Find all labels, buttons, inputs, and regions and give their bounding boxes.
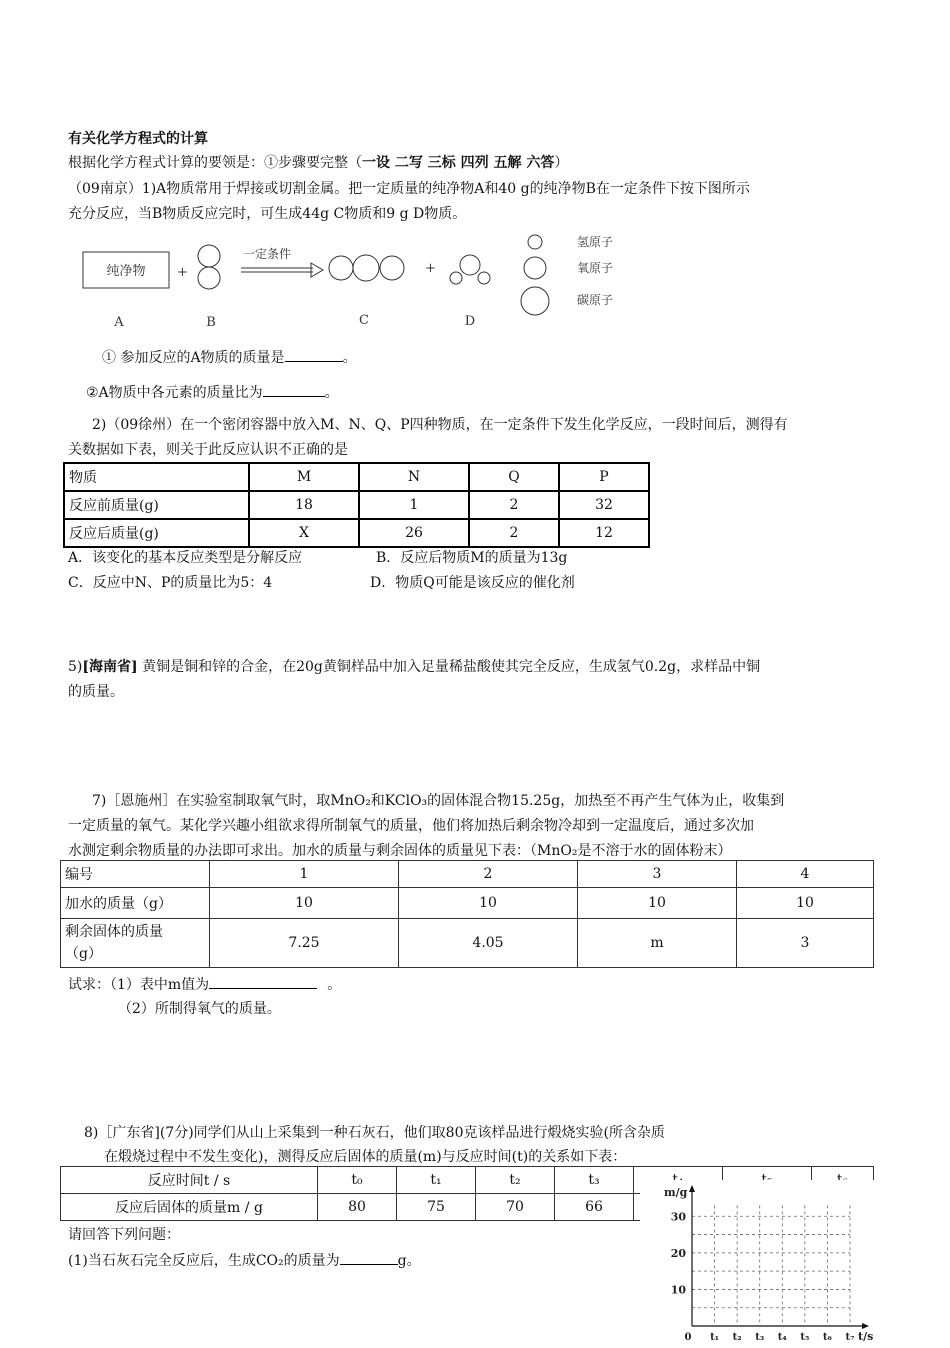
row-label-line2: （g） <box>65 946 102 962</box>
q8-line2: 在煅烧过程中不发生变化)，测得反应后固体的质量(m)与反应时间(t)的关系如下表： <box>104 1149 627 1165</box>
answer-blank[interactable] <box>209 973 317 989</box>
table-cell: M <box>249 463 359 491</box>
q7-line1: 7)［恩施州］在实验室制取氧气时，取MnO₂和KClO₃的固体混合物15.25g，加热至不再产生气体为止，收集到 <box>92 793 785 809</box>
table-cell: 2 <box>469 491 559 519</box>
table-cell: 4.05 <box>399 919 578 968</box>
table-cell: 7.25 <box>210 919 399 968</box>
q2-option-d: D．物质Q可能是该反应的催化剂 <box>370 575 575 591</box>
q2-option-b: B．反应后物质M的质量为13g <box>376 550 568 566</box>
q1-sub2-text: ②A物质中各元素的质量比为 <box>86 385 263 401</box>
table-cell: t₁ <box>397 1167 476 1194</box>
table-cell: 32 <box>559 491 649 519</box>
q8-ask: 请回答下列问题： <box>68 1227 180 1243</box>
table-cell <box>61 919 210 968</box>
q2-table <box>63 462 650 548</box>
q2-option-c: C．反应中N、P的质量比为5：4 <box>68 575 273 591</box>
table-cell: 26 <box>359 519 469 547</box>
arrow-label: 一定条件 <box>243 247 292 261</box>
table-cell: 10 <box>737 888 874 919</box>
intro-close: ） <box>554 155 569 171</box>
q1-line2: 充分反应，当B物质反应完时，可生成44g C物质和9 g D物质。 <box>68 206 467 222</box>
table-cell: 80 <box>318 1194 397 1221</box>
q5-prefix: 5) <box>68 659 83 675</box>
table-cell: 70 <box>476 1194 555 1221</box>
table-cell: 加水的质量（g） <box>61 888 210 919</box>
table-row <box>61 919 874 968</box>
table-row <box>61 888 874 919</box>
table-cell: t₃ <box>555 1167 634 1194</box>
table-cell: 物质 <box>64 463 249 491</box>
table-cell: 反应时间t / s <box>61 1167 318 1194</box>
legend-hydrogen-icon <box>528 235 542 249</box>
q7-line3: 水测定剩余物质量的办法即可求出。加水的质量与剩余固体的质量见下表：（MnO₂是不溶于水的固体粉末） <box>68 843 732 859</box>
table-row <box>64 491 649 519</box>
oxygen-atom-c2 <box>380 256 404 280</box>
q7-ask1-end: 。 <box>327 977 342 993</box>
table-cell: t₀ <box>318 1167 397 1194</box>
legend-hydrogen: 氢原子 <box>577 235 614 249</box>
table-cell: 12 <box>559 519 649 547</box>
x-tick-label: 0 <box>684 1332 692 1343</box>
arrow-icon <box>241 263 323 277</box>
table-cell: t₂ <box>476 1167 555 1194</box>
intro-line <box>68 152 568 172</box>
oxygen-atom-c1 <box>329 256 353 280</box>
table-cell: 4 <box>737 861 874 888</box>
reaction-diagram <box>75 228 675 338</box>
table-cell: Q <box>469 463 559 491</box>
q8-line1: 8)［广东省](7分)同学们从山上采集到一种石灰石，他们取80克该样品进行煅烧实验(所含杂质 <box>84 1125 665 1141</box>
q1-sub1-end: 。 <box>342 350 357 366</box>
q7-ask1-text: 试求：（1）表中m值为 <box>68 977 210 993</box>
y-axis-arrow-icon <box>689 1185 695 1192</box>
y-tick-label: 10 <box>670 1283 686 1297</box>
oxygen-atom-b2 <box>198 267 220 289</box>
oxygen-atom-b1 <box>198 245 220 267</box>
table-cell: 10 <box>578 888 737 919</box>
x-tick-label: t₂ <box>732 1332 742 1343</box>
q1-sub2-end: 。 <box>324 385 339 401</box>
table-cell: 18 <box>249 491 359 519</box>
q1-sub1-text: ① 参加反应的A物质的质量是 <box>102 350 285 366</box>
q1-line1: （09南京）1)A物质常用于焊接或切割金属。把一定质量的纯净物A和40 g的纯净物B在一定条件下按下图所示 <box>68 181 750 197</box>
x-tick-label: t₇ <box>845 1332 855 1343</box>
x-axis-arrow-icon <box>862 1323 869 1329</box>
x-tick-label: t₁ <box>710 1332 720 1343</box>
table-row <box>61 861 874 888</box>
table-cell: 10 <box>210 888 399 919</box>
answer-blank[interactable] <box>285 346 343 362</box>
answer-blank[interactable] <box>263 381 325 397</box>
table-cell: P <box>559 463 649 491</box>
table-cell: 75 <box>397 1194 476 1221</box>
q5-line2: 的质量。 <box>68 684 124 700</box>
table-cell: 66 <box>555 1194 634 1221</box>
table-row <box>64 463 649 491</box>
q2-line1: 2)（09徐州）在一个密闭容器中放入M、N、Q、P四种物质，在一定条件下发生化学反应，一段时间后，测得有 <box>92 417 788 433</box>
x-tick-label: t₃ <box>755 1332 765 1343</box>
label-b: B <box>206 315 216 330</box>
box-label: 纯净物 <box>106 264 146 279</box>
q5-text: 黄铜是铜和锌的合金，在20g黄铜样品中加入足量稀盐酸使其完全反应，生成氢气0.2g，求样品中铜 <box>137 659 761 675</box>
q1-sub2 <box>86 381 339 402</box>
table-cell: X <box>249 519 359 547</box>
legend-oxygen-icon <box>524 257 546 279</box>
plus-sign-1: + <box>177 265 188 280</box>
table-cell: 2 <box>399 861 578 888</box>
q5-source: [海南省] <box>82 659 138 675</box>
table-cell: 编号 <box>61 861 210 888</box>
q8-sub1 <box>68 1249 421 1270</box>
y-tick-label: 20 <box>670 1246 686 1260</box>
y-tick-label: 30 <box>670 1210 686 1224</box>
y-axis-label: m/g <box>664 1186 688 1199</box>
plus-sign-2: + <box>425 261 436 276</box>
label-c: C <box>359 313 369 328</box>
carbon-atom-c <box>353 255 379 281</box>
q7-table <box>60 860 874 968</box>
table-cell: 1 <box>359 491 469 519</box>
legend-carbon-icon <box>521 287 549 315</box>
x-tick-label: t₆ <box>822 1332 832 1343</box>
hydrogen-atom-d2 <box>478 272 490 284</box>
q2-line2: 关数据如下表，则关于此反应认识不正确的是 <box>68 442 348 458</box>
x-axis-label: t/s <box>858 1330 874 1343</box>
legend-oxygen: 氧原子 <box>577 261 614 275</box>
table-cell: 10 <box>399 888 578 919</box>
x-tick-label: t₄ <box>777 1332 787 1343</box>
graph-panel <box>640 1180 880 1344</box>
x-tick-label: t₅ <box>800 1332 810 1343</box>
row-label-line1: 剩余固体的质量 <box>65 924 163 940</box>
table-cell: 3 <box>578 861 737 888</box>
legend-carbon: 碳原子 <box>577 293 614 307</box>
oxygen-atom-d <box>460 255 480 275</box>
q1-sub1 <box>102 346 357 367</box>
table-row <box>64 519 649 547</box>
table-cell: N <box>359 463 469 491</box>
q7-ask1 <box>68 973 341 994</box>
table-cell: 2 <box>469 519 559 547</box>
intro-steps: 一设 二写 三标 四列 五解 六答 <box>362 155 555 171</box>
q2-option-a: A．该变化的基本反应类型是分解反应 <box>68 550 303 566</box>
q8-sub1-text: (1)当石灰石完全反应后，生成CO₂的质量为 <box>68 1253 340 1269</box>
table-cell: m <box>578 919 737 968</box>
table-cell: 反应后质量(g) <box>64 519 249 547</box>
table-cell: 反应前质量(g) <box>64 491 249 519</box>
table-cell: 1 <box>210 861 399 888</box>
q5-line1 <box>68 656 760 676</box>
answer-blank[interactable] <box>340 1249 398 1265</box>
q8-sub1-end: g。 <box>397 1253 421 1269</box>
q7-line2: 一定质量的氧气。某化学兴趣小组欲求得所制氧气的质量，他们将加热后剩余物冷却到一定温度后，通过多次加 <box>68 818 754 834</box>
hydrogen-atom-d1 <box>450 272 462 284</box>
mass-time-graph <box>640 1180 880 1344</box>
table-cell: 3 <box>737 919 874 968</box>
table-cell: 反应后固体的质量m / g <box>61 1194 318 1221</box>
intro-text: 根据化学方程式计算的要领是：①步骤要完整（ <box>68 155 362 171</box>
q7-ask2: （2）所制得氧气的质量。 <box>118 1001 281 1017</box>
page-title: 有关化学方程式的计算 <box>68 131 208 147</box>
label-a: A <box>114 315 124 330</box>
label-d: D <box>464 314 476 329</box>
